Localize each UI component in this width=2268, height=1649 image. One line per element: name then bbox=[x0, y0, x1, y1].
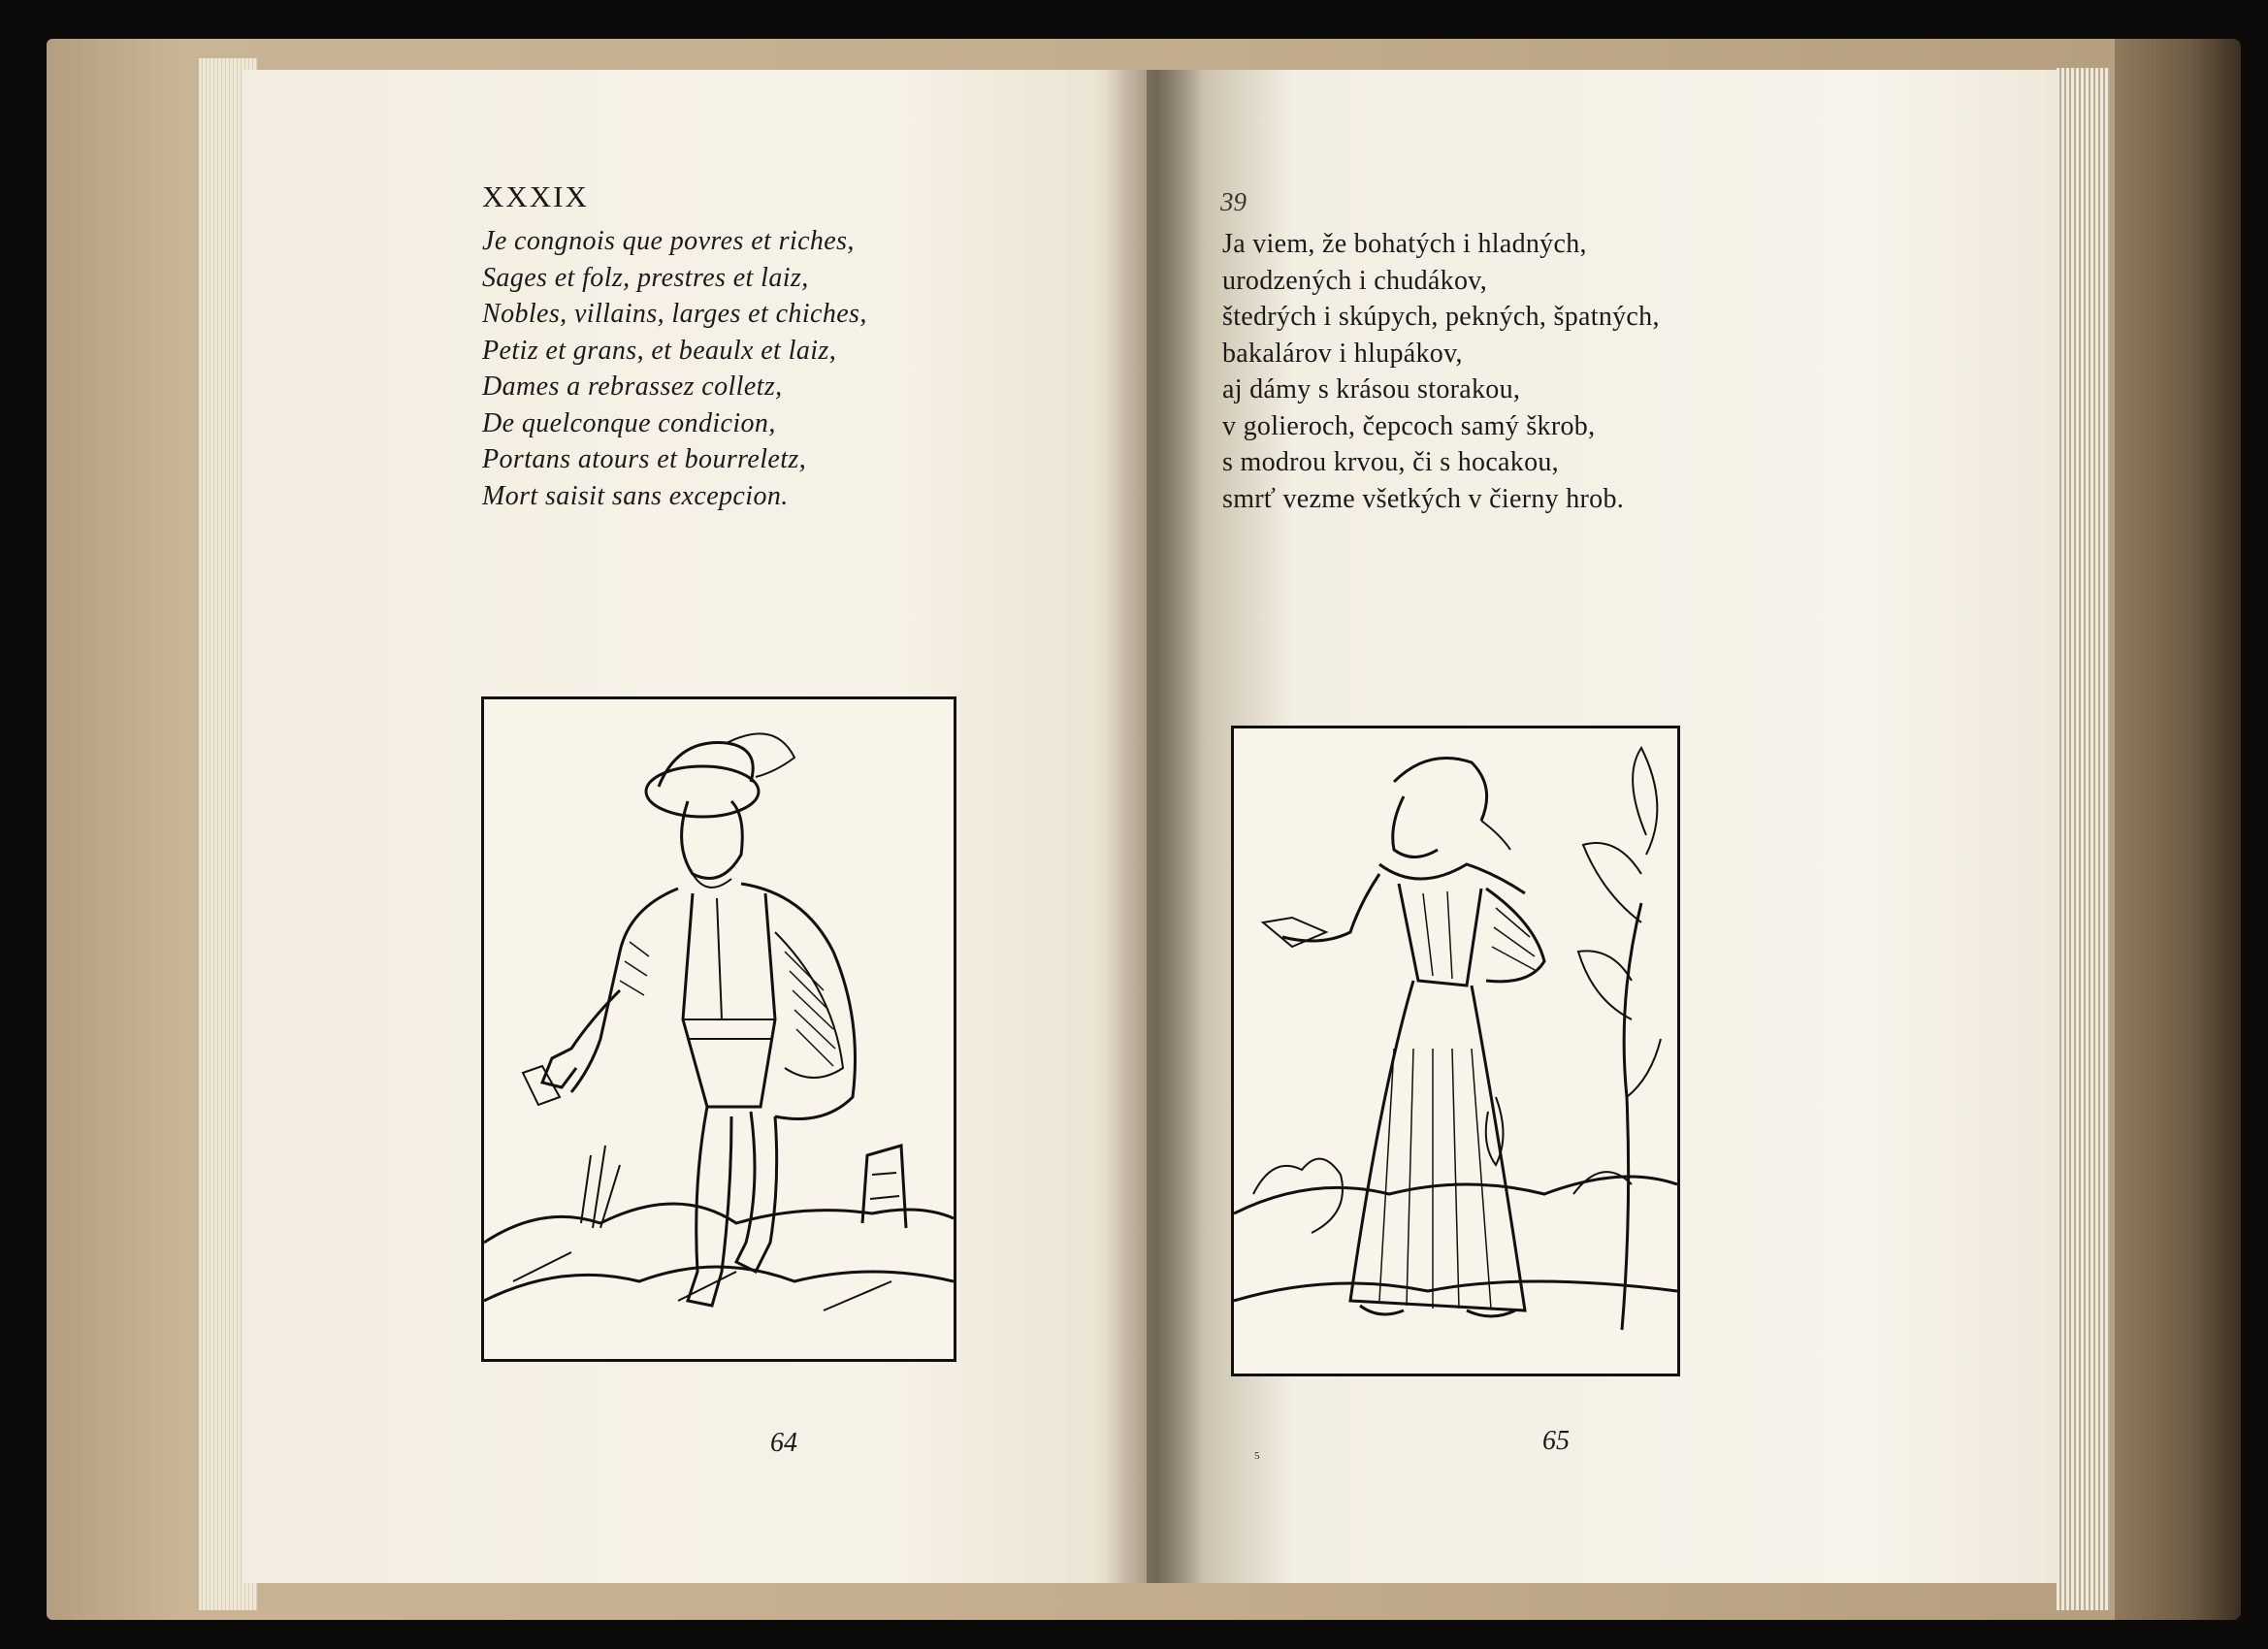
verse-line: Dames a rebrassez colletz, bbox=[482, 372, 783, 402]
verse-line: Petiz et grans, et beaulx et laiz, bbox=[482, 335, 837, 366]
verse-line: bakalárov i hlupákov, bbox=[1222, 338, 1463, 369]
verse-line: aj dámy s krásou storakou, bbox=[1222, 374, 1521, 404]
woodcut-nobleman bbox=[481, 696, 956, 1362]
book-gutter bbox=[1106, 70, 1203, 1583]
verse-line: De quelconque condicion, bbox=[482, 407, 776, 438]
verse-line: Nobles, villains, larges et chiches, bbox=[482, 299, 867, 329]
stanza-number: 39 bbox=[1220, 187, 1247, 216]
signature-mark: 5 bbox=[1254, 1450, 1260, 1462]
verse-line: smrť vezme všetkých v čierny hrob. bbox=[1222, 483, 1625, 514]
book-edge bbox=[2115, 39, 2241, 1620]
verse-line: urodzených i chudákov, bbox=[1222, 265, 1488, 296]
verse-line: štedrých i skúpych, pekných, špatných, bbox=[1222, 302, 1660, 332]
stanza-heading-roman: XXXIX bbox=[482, 179, 589, 213]
lady-drawing bbox=[1234, 728, 1677, 1374]
verse-line: Je congnois que povres et riches, bbox=[482, 226, 855, 256]
verse-line: v golieroch, čepcoch samý škrob, bbox=[1222, 410, 1596, 441]
verse-line: Ja viem, že bohatých i hladných, bbox=[1222, 229, 1587, 259]
nobleman-drawing bbox=[484, 699, 954, 1359]
slovak-verse bbox=[1222, 226, 1660, 517]
page-edges-right bbox=[2057, 68, 2110, 1610]
verse-line: Sages et folz, prestres et laiz, bbox=[482, 262, 809, 293]
woodcut-lady bbox=[1231, 726, 1680, 1376]
verse-line: Portans atours et bourreletz, bbox=[482, 444, 807, 474]
verse-line: Mort saisit sans excepcion. bbox=[482, 480, 789, 511]
page-number-right: 65 bbox=[1542, 1426, 1570, 1456]
page-number-left: 64 bbox=[770, 1428, 797, 1458]
french-verse bbox=[482, 223, 867, 514]
verse-line: s modrou krvou, či s hocakou, bbox=[1222, 447, 1559, 477]
